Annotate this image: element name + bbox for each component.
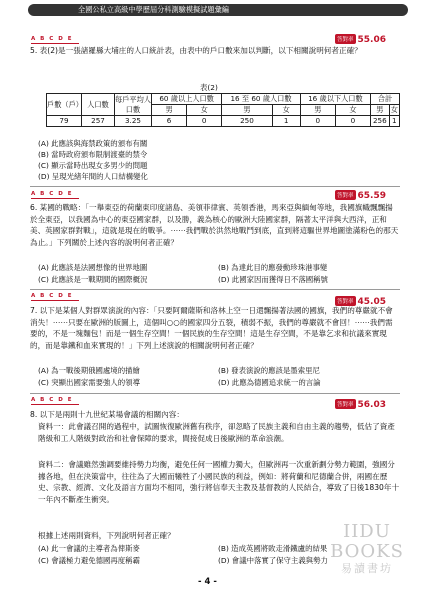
th-female: 女 bbox=[390, 105, 398, 114]
q8-option-d[interactable]: (D) 會議中落實了保守主義與勢力 bbox=[218, 556, 328, 565]
q8-option-b[interactable]: (B) 造成英國將敗走滑鐵盧的結果 bbox=[218, 544, 328, 553]
th-households: 戶數（戶） bbox=[47, 94, 82, 116]
q8-score-value: 56.03 bbox=[357, 400, 386, 410]
watermark-line2: BOOKS bbox=[330, 541, 404, 562]
q7-stem: 7. 以下是某個人對群眾演說的內容：「只要阿爾薩斯和洛林上空一日還飄揚著法國的國旗，我們的尊嚴就不會消失！⋯⋯只要在歐洲的版圖上，這個叫○○的國家四分五裂，積弱不振，我們的尊嚴就不會回！⋯⋯我們需要的，不是一塊麵包！而是一個生存空間！一個民族的生存空間！這是生存空間，不是靠乞求和抗議來實現的，而是靠鐵和血來實現的！」下列上述演說的相關說明何者正確？ bbox=[30, 306, 393, 350]
q8-stem: 8. 以下是兩則十九世紀某場會議的相關內容： bbox=[30, 410, 184, 419]
q7-option-b[interactable]: (B) 發表演說的應該是墨索里尼 bbox=[218, 366, 320, 375]
th-16-60: 16 至 60 歲人口數 bbox=[222, 94, 301, 105]
q5-stem: 5. 表(2)是一張諸羅縣大埔庄的人口統計表，由表中的戶口數來加以判斷，以下相關說明何者正確？ bbox=[30, 46, 362, 55]
table-cell: 0 bbox=[300, 116, 335, 127]
th-female: 女 bbox=[187, 105, 222, 116]
table-cell: 257 bbox=[82, 116, 115, 127]
divider bbox=[30, 393, 400, 394]
q8-option-c[interactable]: (C) 會議極力避免德國再度稱霸 bbox=[38, 556, 140, 565]
header-title: 全國公私立高級中學歷屆分科測驗模擬試題彙編 bbox=[78, 5, 229, 14]
table-cell: 1 bbox=[389, 116, 399, 127]
q8-option-a[interactable]: (A) 此一會議的主導者為俾斯麥 bbox=[38, 544, 140, 553]
table-cell: 256 bbox=[371, 116, 390, 127]
q5-table-caption: 表(2) bbox=[200, 83, 218, 92]
th-total: 合計 bbox=[371, 94, 400, 105]
q6-option-a[interactable]: (A) 此應該是法國想像的世界地圖 bbox=[38, 263, 148, 272]
q6-stem: 6. 某國的戰略：「一舉東亞的荷蘭東印度諸島、美領菲律賓、英領香港，馬來亞與緬甸等地，我國旗幟飄飄揚於全東亞，以我國為中心的東亞國家群，以及勝，義為核心的歐洲大陸國家群，隔著太平洋與大西洋，正和美、英國家群對戰」，這就是現在的戰爭。⋯⋯我們戰於洪然地戰鬥到底，直到將這驅世界地圖塗滿粉色的那天為止。」下列關於上述內容的說明何者正確？ bbox=[30, 203, 399, 247]
watermark-line1: IIDU bbox=[343, 521, 391, 542]
th-male: 男 bbox=[222, 105, 272, 116]
answer-letters-q7: A B C D E bbox=[31, 293, 73, 299]
q6-score-tag: 答對率 bbox=[335, 190, 356, 200]
table-cell: 0 bbox=[187, 116, 222, 127]
q8-doc2: 資料二：會議雖然強調要維持勢力均衡，避免任何一國權力獨大，但歐洲再一次重新劃分勢力範圍，強國分據各地，但在決策當中，往往為了大國而犧牲了小國民族的利益，例如：將荷蘭和尼德蘭合併，兩國在歷史、宗教、經濟、文化及語言方面均不相同，強行將信奉天主教及基督教的人民結合，導致了日後1830年十一年內不斷產生衝突。 bbox=[38, 460, 400, 504]
q5-score-tag: 答對率 bbox=[335, 34, 356, 44]
q7-score-tag: 答對率 bbox=[335, 296, 356, 306]
answer-letters-q6: A B C D E bbox=[31, 191, 73, 197]
th-male: 男 bbox=[300, 105, 335, 116]
page-header bbox=[28, 4, 408, 16]
q5-option-b[interactable]: (B) 當時政府頒布限制渡臺的禁令 bbox=[38, 150, 148, 159]
th-male: 男 bbox=[152, 105, 187, 116]
q6-score-value: 65.59 bbox=[357, 191, 386, 201]
table-cell: 3.25 bbox=[115, 116, 152, 127]
bookstore-watermark bbox=[322, 522, 412, 588]
table-cell: 250 bbox=[222, 116, 272, 127]
q5-option-a[interactable]: (A) 此應該與海禁政策的頒布有關 bbox=[38, 139, 148, 148]
divider bbox=[30, 289, 400, 290]
q8-doc1: 資料一：此會議召開的過程中，試圖恢復歐洲舊有秩序，卻忽略了民族主義和自由主義的趨勢，低估了資產階級和工人階級對政治和社會保障的要求，間接促成日後歐洲的革命浪潮。 bbox=[38, 422, 395, 443]
th-female: 女 bbox=[335, 105, 370, 116]
q6-score bbox=[335, 190, 386, 201]
th-16: 16 歲以下人口數 bbox=[300, 94, 370, 105]
answer-letters-q5: A B C D E bbox=[31, 36, 73, 42]
q5-score-value: 55.06 bbox=[357, 35, 386, 45]
q6-option-c[interactable]: (C) 此應該是一戰期間的國際概況 bbox=[38, 275, 148, 284]
table-cell: 1 bbox=[272, 116, 300, 127]
q5-option-c[interactable]: (C) 顯示當時出現女多男少的問題 bbox=[38, 161, 148, 170]
table-cell: 6 bbox=[152, 116, 187, 127]
q5-score bbox=[335, 34, 386, 45]
q7-score-value: 45.05 bbox=[357, 297, 386, 307]
th-population: 人口數 bbox=[82, 94, 115, 116]
q5-option-d[interactable]: (D) 呈現光緒年間的人口結構變化 bbox=[38, 172, 148, 181]
divider bbox=[30, 186, 400, 187]
answer-letters-q8: A B C D E bbox=[31, 397, 73, 403]
th-female: 女 bbox=[272, 105, 300, 116]
page-number: - 4 - bbox=[198, 577, 217, 587]
population-table bbox=[46, 93, 400, 127]
th-avg: 每戶平均人口數 bbox=[115, 94, 151, 114]
q6-option-b[interactable]: (B) 為達此目的應發動珍珠港事變 bbox=[218, 263, 328, 272]
q8-score-tag: 答對率 bbox=[335, 399, 356, 409]
q6-option-d[interactable]: (D) 此國家因而獲得日不落國稱號 bbox=[218, 275, 328, 284]
watermark-line3: 易讀書坊 bbox=[341, 562, 393, 575]
q7-option-d[interactable]: (D) 此應為德國追求統一的言論 bbox=[218, 378, 321, 387]
q8-ask: 根據上述兩則資料，下列說明何者正確？ bbox=[38, 531, 175, 540]
th-male: 男 bbox=[371, 105, 390, 116]
table-cell: 79 bbox=[47, 116, 82, 127]
q7-option-a[interactable]: (A) 為一戰後期俄國處境的描繪 bbox=[38, 366, 140, 375]
q7-option-c[interactable]: (C) 突顯出國家需要強人的領導 bbox=[38, 378, 140, 387]
table-cell: 0 bbox=[335, 116, 370, 127]
th-60: 60 歲以上人口數 bbox=[152, 94, 222, 105]
